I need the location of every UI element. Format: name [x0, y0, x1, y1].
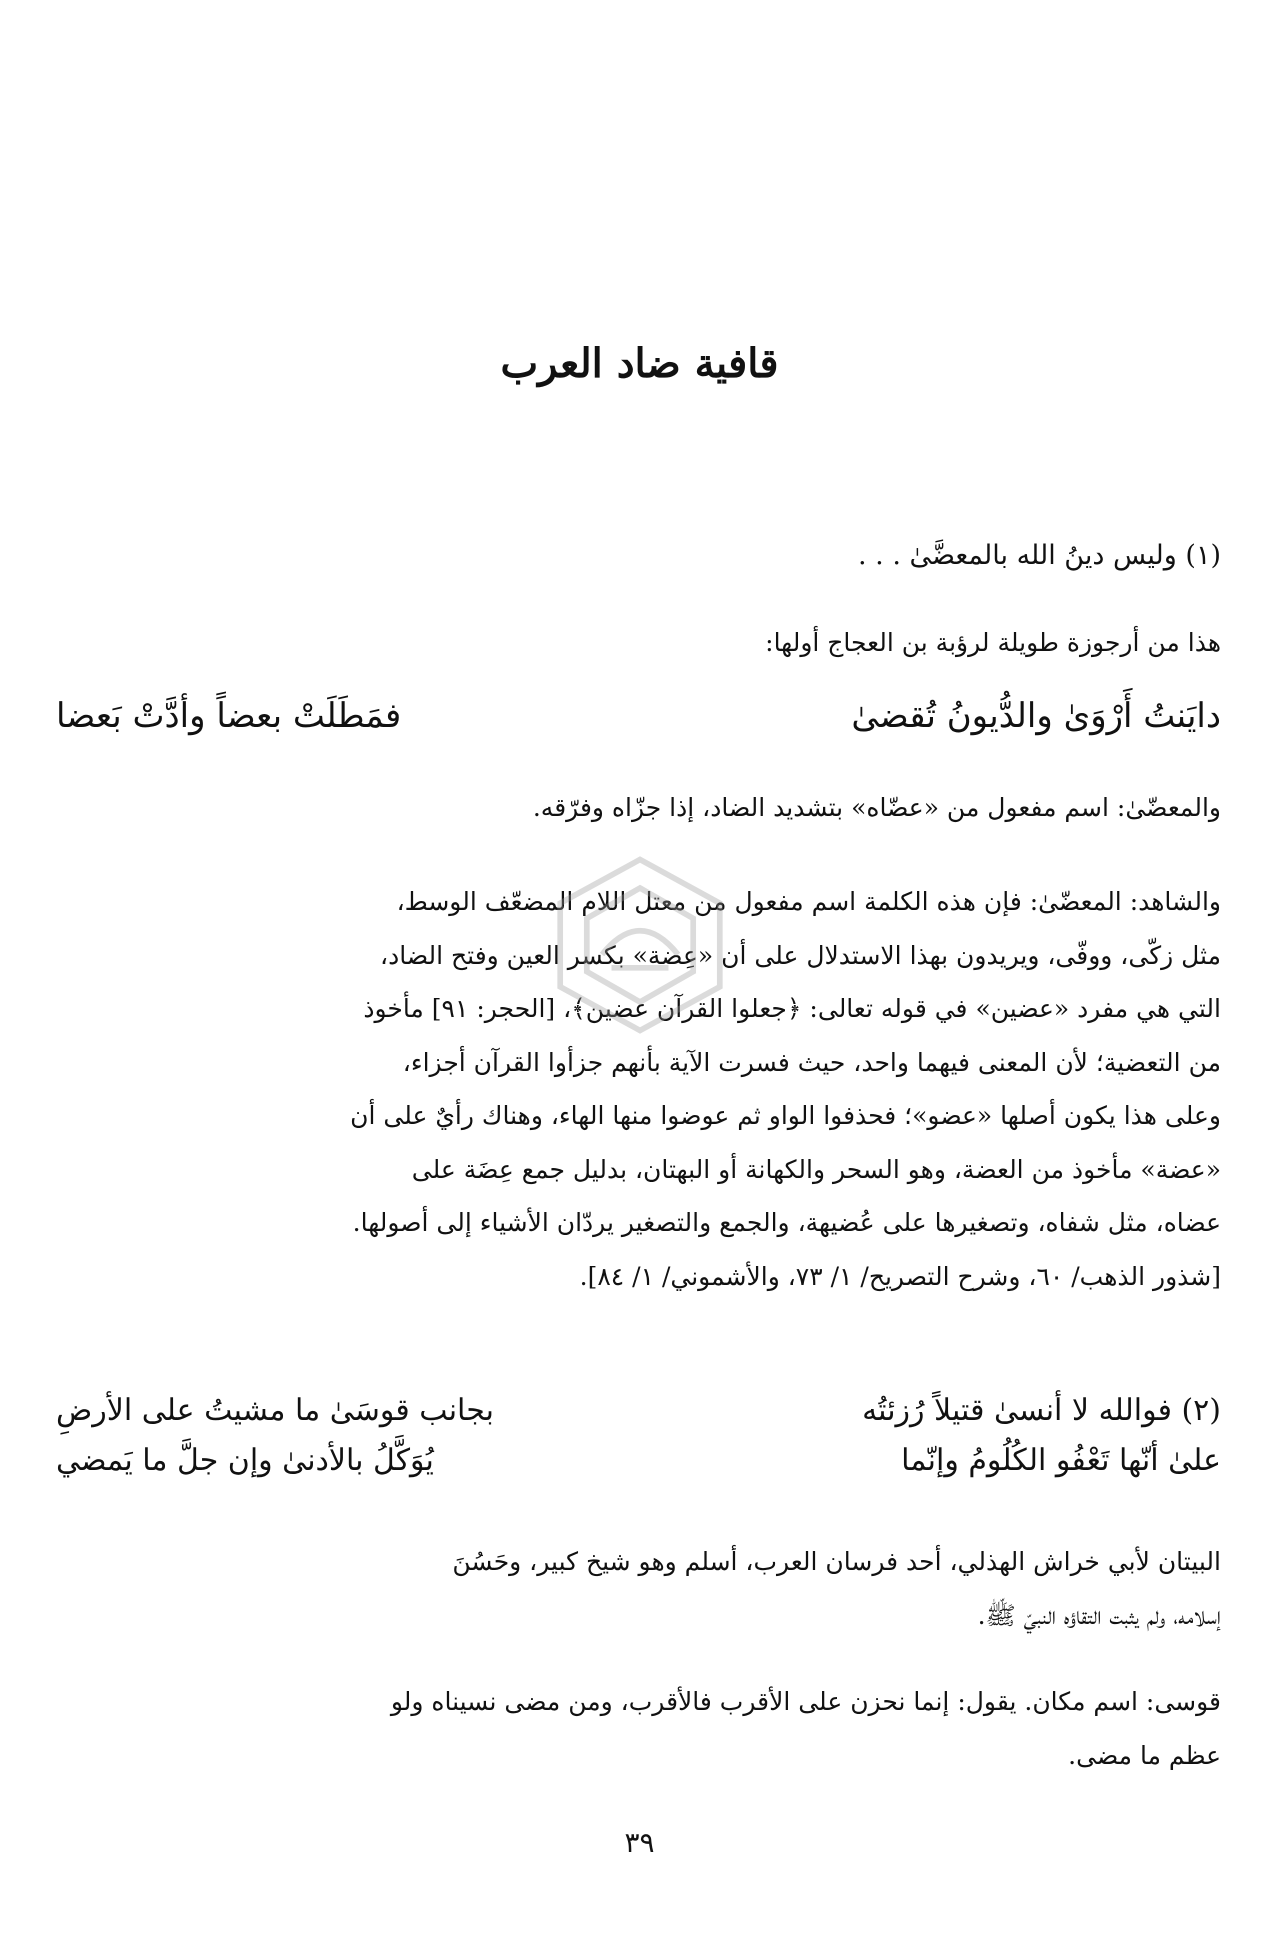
gloss-line: قوسى: اسم مكان. يقول: إنما نحزن على الأقرب فالأقرب، ومن مضى نسيناه ولو [390, 1687, 1221, 1716]
witness-line: وعلى هذا يكون أصلها «عضو»؛ فحذفوا الواو ثم عوضوا منها الهاء، وهناك رأيٌ على أن [350, 1101, 1221, 1130]
note-line: البيتان لأبي خراش الهذلي، أحد فرسان العرب، أسلم وهو شيخ كبير، وحَسُنَ [452, 1547, 1221, 1576]
page-title: قافية ضاد العرب [500, 340, 779, 387]
couplet-row [56, 1393, 1221, 1443]
verse-hemistich-left: يُوَكَّلُ بالأدنىٰ وإن جلَّ ما يَمضي [56, 1443, 434, 1478]
entry-2-couplet [56, 1393, 1221, 1493]
verse-hemistich-right: علىٰ أنّها تَعْفُو الكُلُومُ وإنّما [901, 1443, 1221, 1478]
verse-hemistich-right: دايَنتُ أَرْوَىٰ والدُّيونُ تُقضىٰ [851, 696, 1221, 736]
witness-line: مثل زكّى، ووفّى، ويريدون بهذا الاستدلال على أن «عِضة» بكسر العين وفتح الضاد، [380, 940, 1221, 970]
gloss-line: عظم ما مضى. [1068, 1741, 1221, 1770]
library-stamp-watermark [545, 850, 735, 1040]
witness-line: التي هي مفرد «عضين» في قوله تعالى: ﴿جعلوا القرآن عضين﴾، [الحجر: ٩١] مأخوذ [363, 994, 1221, 1023]
couplet-row [56, 1443, 1221, 1493]
witness-line: والشاهد: المعضّىٰ: فإن هذه الكلمة اسم مفعول من معتل اللام المضعّف الوسط، [396, 887, 1221, 916]
witness-line: «عضة» مأخوذ من العضة، وهو السحر والكهانة أو البهتان، بدليل جمع عِضَة على [411, 1154, 1221, 1184]
entry-1-definition: والمعضّىٰ: اسم مفعول من «عضّاه» بتشديد الضاد، إذا جزّاه وفرّقه. [532, 793, 1221, 822]
entry-2-note [56, 1535, 1221, 1643]
note-line: إسلامه، ولم يثبت التقاؤه النبيّ ﷺ. [977, 1601, 1221, 1630]
verse-hemistich-right: (٢) فوالله لا أنسىٰ قتيلاً رُزئتُه [862, 1393, 1221, 1428]
verse-hemistich-left: بجانب قوسَىٰ ما مشيتُ على الأرضِ [56, 1393, 494, 1428]
entry-1-heading: (١) وليس دينُ الله بالمعضَّىٰ . . . [857, 540, 1221, 571]
entry-1-intro: هذا من أرجوزة طويلة لرؤبة بن العجاج أولها: [765, 628, 1221, 657]
page-number: ٣٩ [624, 1826, 655, 1859]
witness-line: من التعضية؛ لأن المعنى فيهما واحد، حيث فسرت الآية بأنهم جزأوا القرآن أجزاء، [402, 1047, 1221, 1077]
entry-1-verse [56, 696, 1221, 736]
witness-line: [شذور الذهب/ ٦٠، وشرح التصريح/ ١/ ٧٣، والأشموني/ ١/ ٨٤]. [579, 1261, 1221, 1291]
verse-hemistich-left: فمَطَلَتْ بعضاً وأدَّتْ بَعضا [56, 696, 402, 736]
entry-2-gloss [56, 1675, 1221, 1783]
witness-line: عضاه، مثل شفاه، وتصغيرها على عُضيهة، والجمع والتصغير يردّان الأشياء إلى أصولها. [352, 1208, 1221, 1237]
